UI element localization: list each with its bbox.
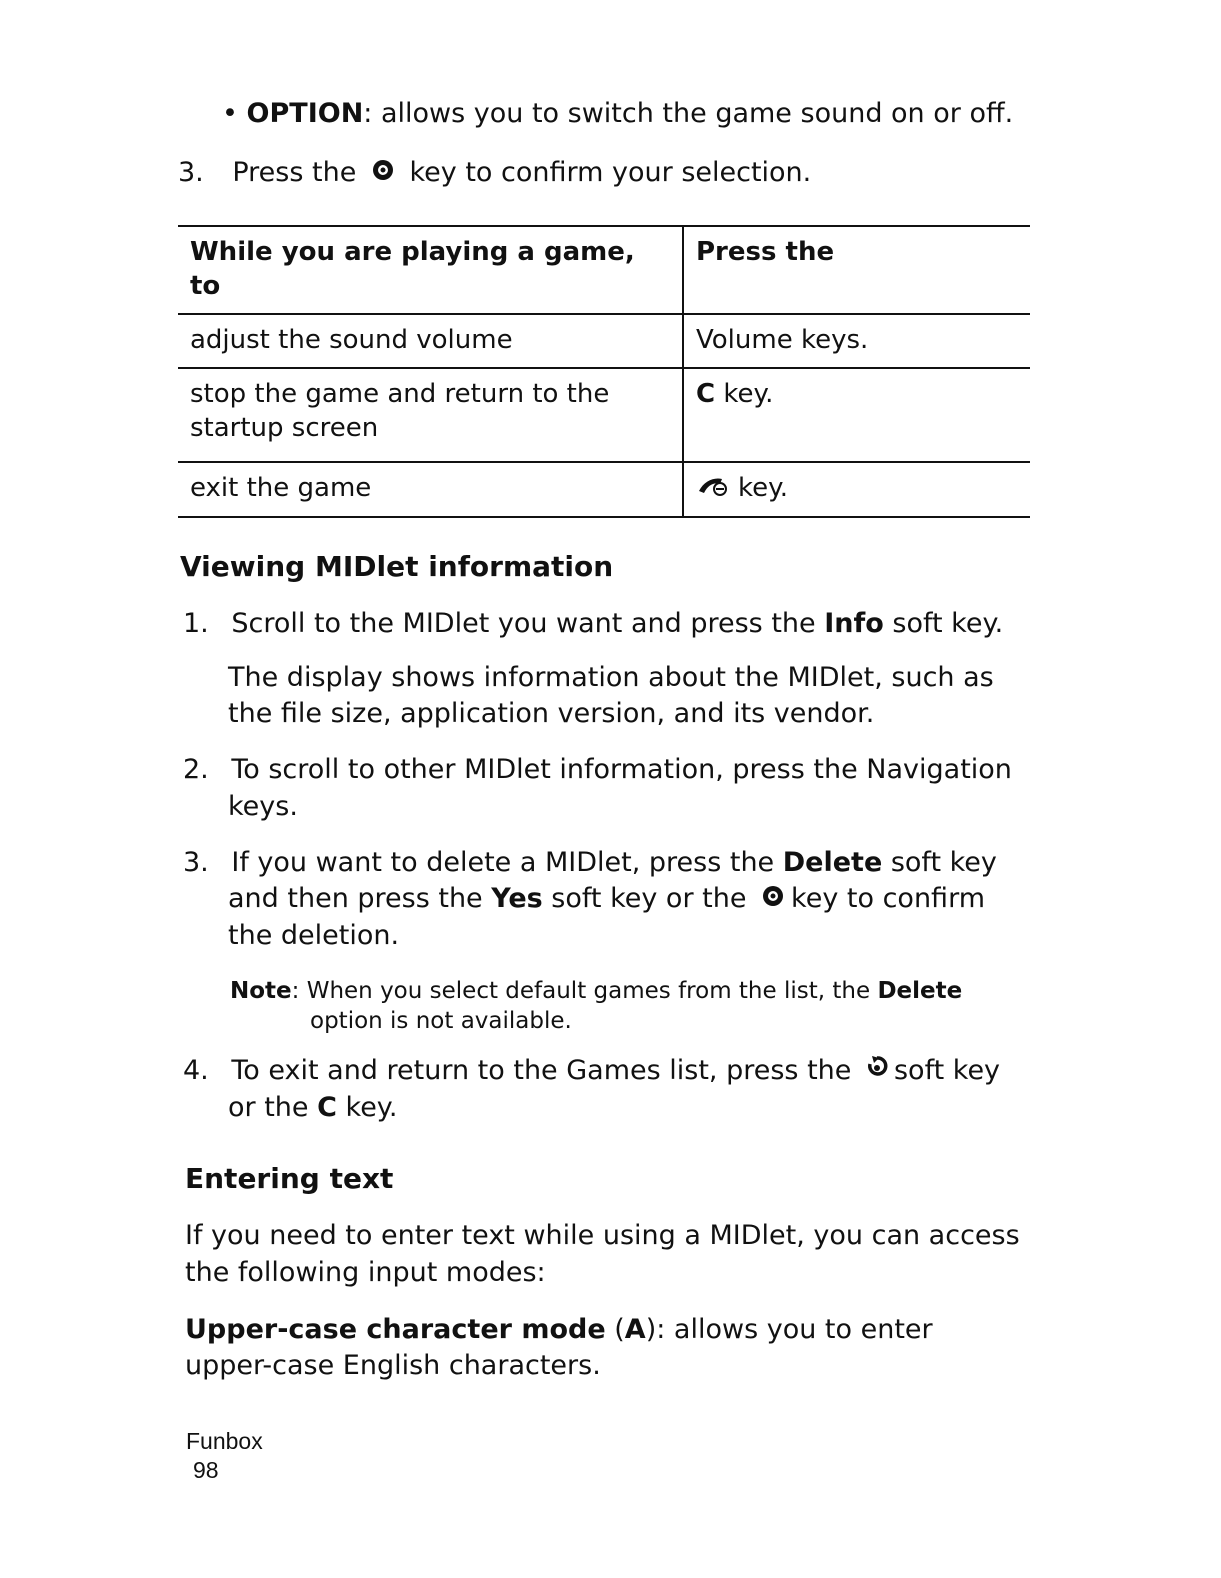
table-cell-action: adjust the sound volume [178,314,683,368]
table-row [178,368,1030,462]
game-keys-table [178,225,1030,518]
note-label: Note [230,978,292,1004]
back-soft-key-icon [866,1054,888,1090]
table-cell-action: exit the game [178,462,683,517]
midlet-step-3-line-2: and then press the Yes soft key or the key to confirm [228,881,985,918]
table-cell-key: key. [683,462,1030,517]
ok-key-icon [371,156,395,192]
ok-key-icon [761,882,785,918]
table-row [178,462,1030,517]
midlet-step-1-desc-line-1: The display shows information about the MIDlet, such as [228,662,994,693]
section-heading-entering-text: Entering text [185,1162,394,1195]
table-cell-key: Volume keys. [683,314,1030,368]
table-cell-action: stop the game and return to the startup screen [178,368,683,462]
table-row [178,314,1030,368]
table-cell-key: C key. [683,368,1030,462]
delete-note-line-2: option is not available. [310,1008,572,1034]
option-label: OPTION [246,98,364,129]
upper-case-mode-line-2: upper-case English characters. [185,1350,601,1381]
midlet-step-2: 2. To scroll to other MIDlet information, press the Navigation [183,754,1012,785]
midlet-step-1: 1. Scroll to the MIDlet you want and press the Info soft key. [183,608,1004,639]
midlet-step-3-line-3: the deletion. [228,920,400,951]
midlet-step-4-line-2: or the C key. [228,1092,398,1123]
page-number: 98 [193,1457,219,1483]
midlet-step-4: 4. To exit and return to the Games list, press the soft key [183,1053,1000,1090]
section-heading-midlet-info: Viewing MIDlet information [180,550,614,583]
table-header-key: Press the [683,226,1030,314]
end-call-icon [696,472,732,506]
step-3-confirm: 3. Press the key to confirm your selection. [178,155,811,192]
midlet-step-2-line-2: keys. [228,791,298,822]
midlet-step-3: 3. If you want to delete a MIDlet, press the Delete soft key [183,847,997,878]
delete-note: Note: When you select default games from the list, the Delete [230,978,963,1004]
entering-text-para-line-2: the following input modes: [185,1257,546,1288]
upper-case-mode: Upper-case character mode (A): allows you to enter [185,1314,933,1345]
midlet-step-1-desc-line-2: the file size, application version, and its vendor. [228,698,875,729]
table-header-action: While you are playing a game, to [178,226,683,314]
table-header-row [178,226,1030,314]
option-bullet-line: • OPTION: allows you to switch the game sound on or off. [222,98,1014,129]
entering-text-para-line-1: If you need to enter text while using a MIDlet, you can access [185,1220,1020,1251]
footer-section-name: Funbox [186,1428,263,1454]
